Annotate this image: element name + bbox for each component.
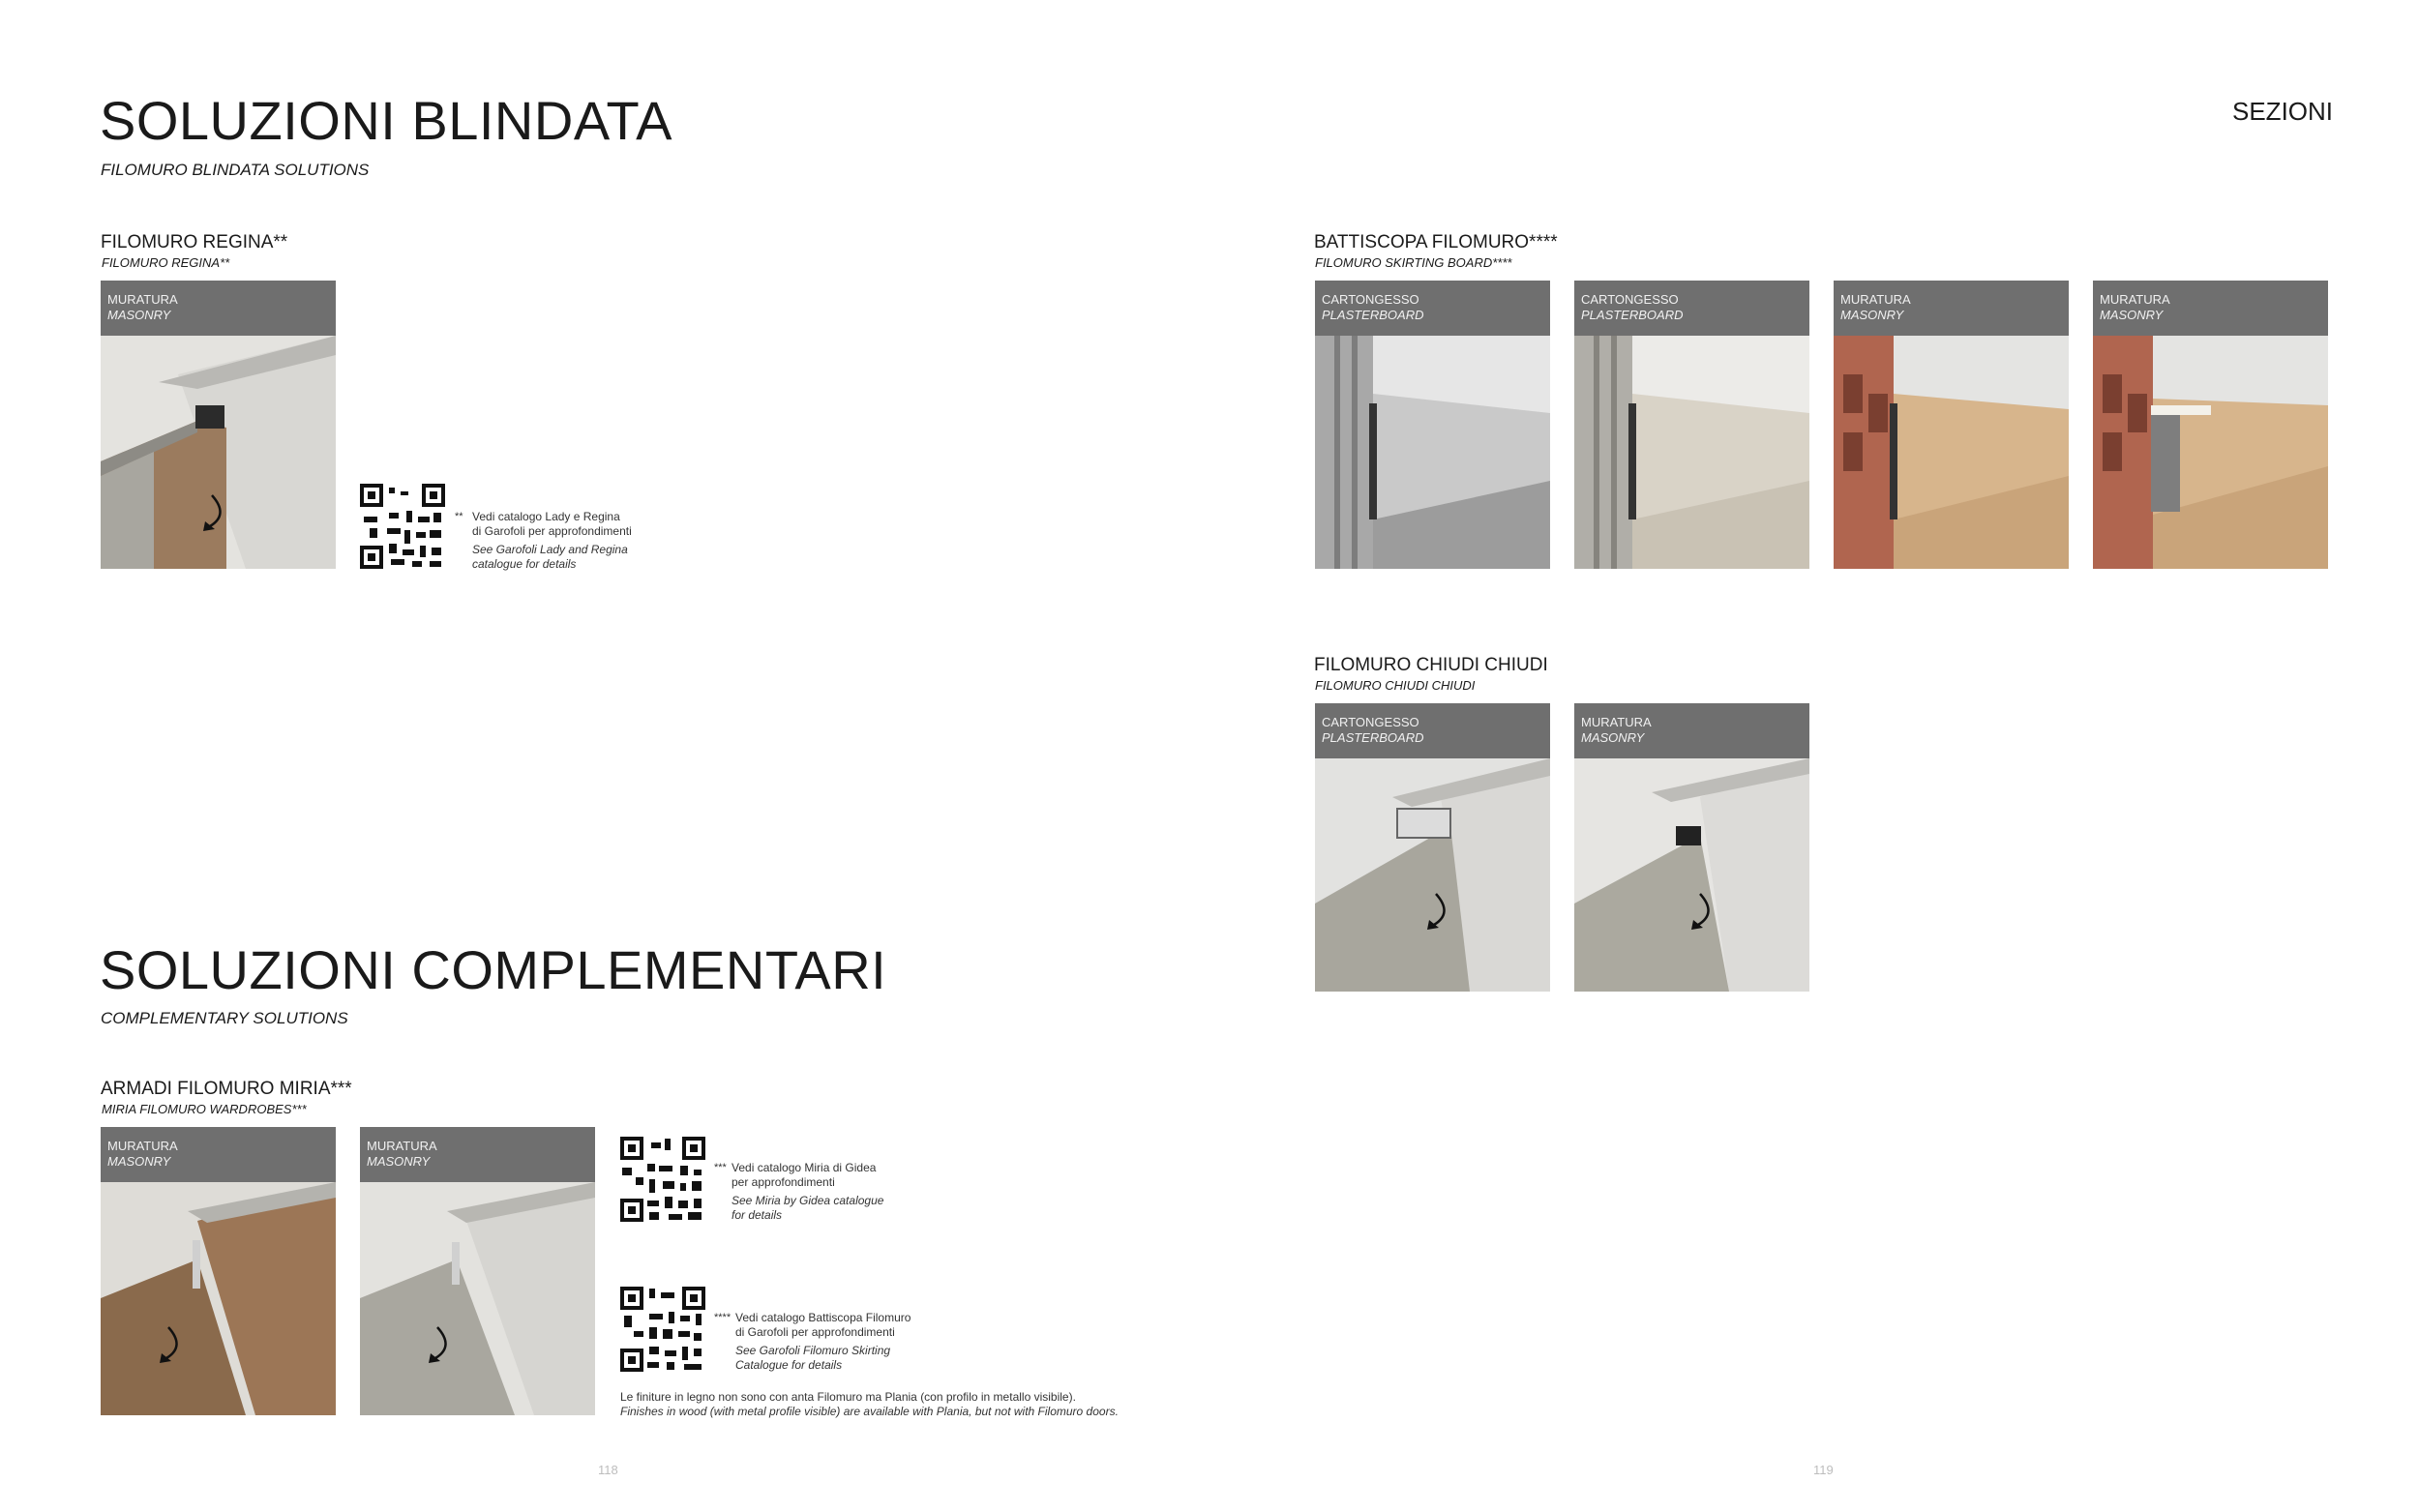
card-label: MURATURA MASONRY bbox=[360, 1127, 595, 1182]
page-title-complementari: SOLUZIONI COMPLEMENTARI bbox=[100, 939, 887, 1000]
page-subtitle-complementari: COMPLEMENTARY SOLUTIONS bbox=[101, 1009, 348, 1027]
skirting-section-illustration bbox=[2093, 336, 2328, 569]
page-title-blindata: SOLUZIONI BLINDATA bbox=[100, 90, 672, 151]
note-battiscopa: **** Vedi catalogo Battiscopa Filomuro di Garofoli per approfondimenti See Garofoli Filomuro Skirting Catalogue for details bbox=[714, 1311, 911, 1372]
qr-code-miria[interactable] bbox=[620, 1137, 705, 1222]
card-label: MURATURA MASONRY bbox=[2093, 281, 2328, 336]
card-label: MURATURA MASONRY bbox=[101, 281, 336, 336]
armadi-masonry-image-1 bbox=[101, 1127, 336, 1415]
skirting-section-illustration bbox=[1574, 336, 1809, 569]
card-label: MURATURA MASONRY bbox=[1834, 281, 2069, 336]
page-subtitle-blindata: FILOMURO BLINDATA SOLUTIONS bbox=[101, 161, 370, 179]
section-title-chiudi: FILOMURO CHIUDI CHIUDI bbox=[1314, 655, 1548, 675]
regina-masonry-image bbox=[101, 281, 336, 569]
card-label: CARTONGESSO PLASTERBOARD bbox=[1315, 281, 1550, 336]
battiscopa-masonry-image-2 bbox=[2093, 281, 2328, 569]
note-regina: ** Vedi catalogo Lady e Regina di Garofoli per approfondimenti See Garofoli Lady and Regina catalogue for details bbox=[455, 510, 632, 571]
card-label: CARTONGESSO PLASTERBOARD bbox=[1315, 703, 1550, 758]
battiscopa-plasterboard-image-2 bbox=[1574, 281, 1809, 569]
page-number-right: 119 bbox=[1813, 1463, 1834, 1477]
card-label: MURATURA MASONRY bbox=[101, 1127, 336, 1182]
wardrobe-section-illustration bbox=[360, 1182, 595, 1415]
section-title-battiscopa: BATTISCOPA FILOMURO**** bbox=[1314, 232, 1558, 252]
section-subtitle-battiscopa: FILOMURO SKIRTING BOARD**** bbox=[1315, 255, 1512, 270]
section-subtitle-armadi: MIRIA FILOMURO WARDROBES*** bbox=[102, 1102, 307, 1116]
battiscopa-plasterboard-image-1 bbox=[1315, 281, 1550, 569]
section-subtitle-chiudi: FILOMURO CHIUDI CHIUDI bbox=[1315, 678, 1476, 693]
section-label-sezioni: SEZIONI bbox=[2232, 97, 2334, 126]
footnote-finishes-en: Finishes in wood (with metal profile visible) are available with Plania, but not with Filomuro doors. bbox=[620, 1405, 1119, 1418]
page-number-left: 118 bbox=[598, 1463, 618, 1477]
wardrobe-section-illustration bbox=[101, 1182, 336, 1415]
chiudi-plasterboard-image bbox=[1315, 703, 1550, 992]
door-section-illustration bbox=[101, 336, 336, 569]
qr-code-battiscopa[interactable] bbox=[620, 1287, 705, 1372]
section-title-regina: FILOMURO REGINA** bbox=[101, 232, 288, 252]
note-miria: *** Vedi catalogo Miria di Gidea per approfondimenti See Miria by Gidea catalogue for details bbox=[714, 1161, 884, 1222]
armadi-masonry-image-2 bbox=[360, 1127, 595, 1415]
card-label: CARTONGESSO PLASTERBOARD bbox=[1574, 281, 1809, 336]
skirting-section-illustration bbox=[1315, 336, 1550, 569]
door-section-illustration bbox=[1574, 758, 1809, 992]
section-title-armadi: ARMADI FILOMURO MIRIA*** bbox=[101, 1079, 352, 1099]
skirting-section-illustration bbox=[1834, 336, 2069, 569]
qr-code-regina[interactable] bbox=[360, 484, 445, 569]
card-label: MURATURA MASONRY bbox=[1574, 703, 1809, 758]
section-subtitle-regina: FILOMURO REGINA** bbox=[102, 255, 230, 270]
footnote-finishes-it: Le finiture in legno non sono con anta Filomuro ma Plania (con profilo in metallo visibile). bbox=[620, 1390, 1076, 1404]
chiudi-masonry-image bbox=[1574, 703, 1809, 992]
door-section-illustration bbox=[1315, 758, 1550, 992]
battiscopa-masonry-image-1 bbox=[1834, 281, 2069, 569]
